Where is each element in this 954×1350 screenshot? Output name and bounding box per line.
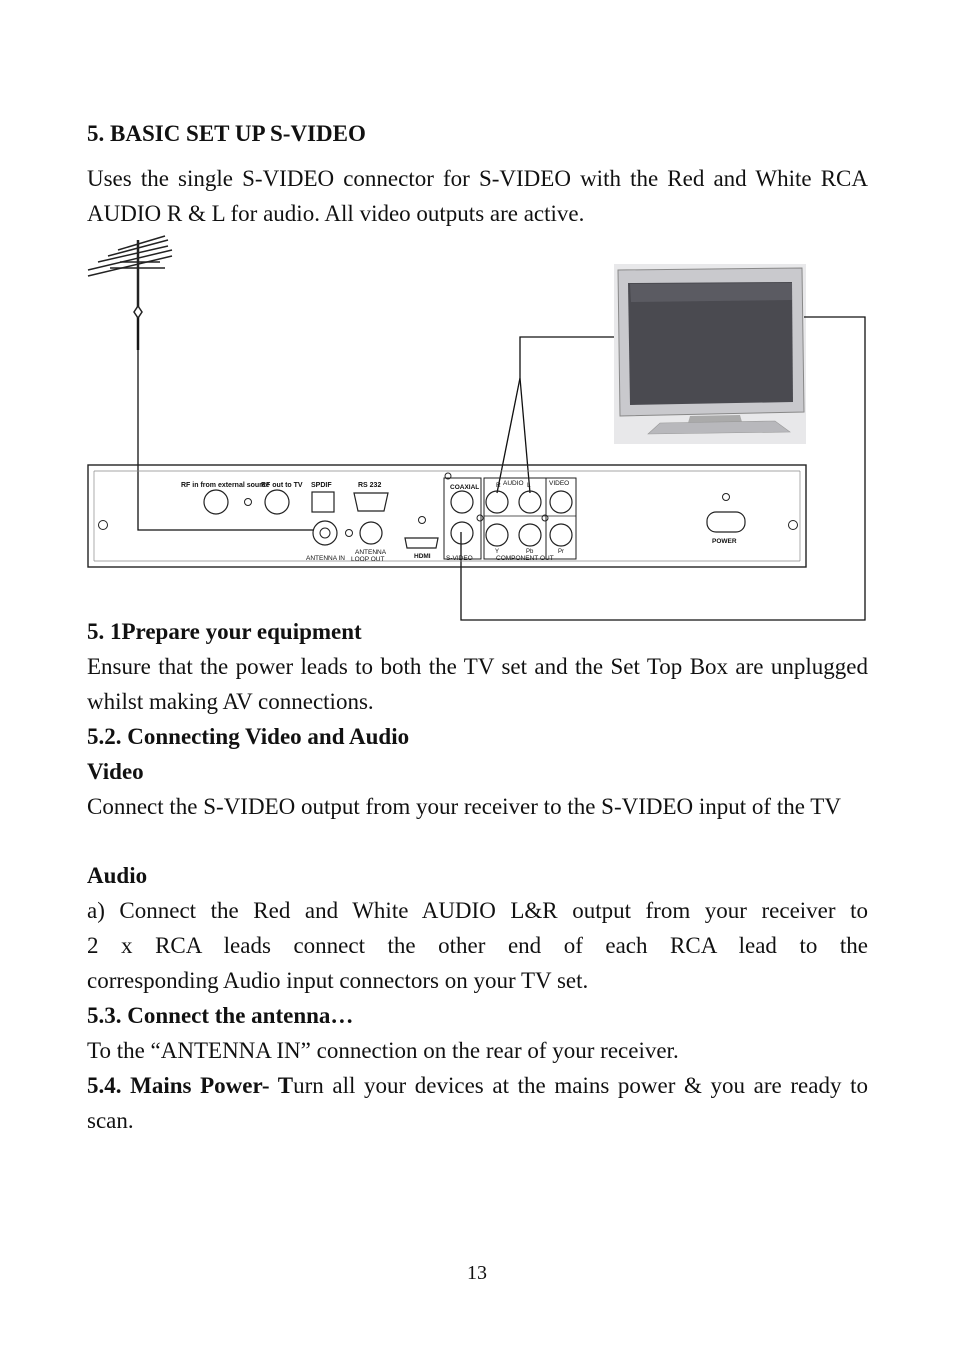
rs232-label: RS 232	[358, 482, 382, 489]
s52-audio-line2: 2 x RCA leads connect the other end of each RCA lead to the	[87, 933, 868, 958]
s52-heading: 5.2. Connecting Video and Audio	[87, 724, 410, 749]
intro-paragraph: Uses the single S-VIDEO connector for S-VIDEO with the Red and White RCA AUDIO R & L for audio. All video outputs are active.	[87, 166, 868, 226]
pr-label: Pr	[558, 549, 564, 555]
s54-text: urn all your devices at the mains power & you are ready to scan.	[87, 1073, 868, 1133]
coaxial-label: COAXIAL	[450, 484, 480, 491]
s51-heading: 5. 1Prepare your equipment	[87, 619, 362, 644]
s53-text: To the “ANTENNA IN” connection on the rear of your receiver.	[87, 1038, 679, 1063]
component-out-label: COMPONENT OUT	[496, 555, 554, 562]
audio-l-label: L	[527, 482, 531, 489]
s53-heading: 5.3. Connect the antenna…	[87, 1003, 354, 1028]
rf-out-label: RF out to TV	[261, 482, 303, 489]
page-number: 13	[467, 1262, 487, 1284]
antenna-loop-label-2: LOOP OUT	[351, 556, 385, 563]
s52-audio-line1: a) Connect the Red and White AUDIO L&R output from your receiver to	[87, 898, 868, 923]
svideo-label: S-VIDEO	[446, 555, 473, 562]
power-label: POWER	[712, 538, 737, 545]
spdif-label: SPDIF	[311, 482, 332, 489]
hdmi-label: HDMI	[414, 553, 431, 560]
pb-label: Pb	[526, 549, 534, 555]
antenna-icon	[88, 236, 172, 350]
tv-icon	[614, 264, 806, 444]
s54-paragraph	[87, 1068, 868, 1138]
s51-text: Ensure that the power leads to both the TV set and the Set Top Box are unplugged whilst making AV connections.	[87, 654, 868, 714]
audio-label: AUDIO	[503, 480, 524, 487]
audio-r-label: R	[496, 482, 501, 489]
s52-audio-line3: corresponding Audio input connectors on your TV set.	[87, 968, 589, 993]
s52-video-text: Connect the S-VIDEO output from your receiver to the S-VIDEO input of the TV	[87, 794, 841, 819]
rf-in-label: RF in from external source	[181, 482, 270, 489]
antenna-loop-label-1: ANTENNA	[355, 549, 387, 556]
video-label: VIDEO	[549, 480, 570, 487]
y-label: Y	[495, 549, 500, 555]
receiver-rear-panel	[88, 465, 806, 567]
s52-video-heading: Video	[87, 759, 144, 784]
s52-audio-heading: Audio	[87, 863, 148, 888]
s54-heading: 5.4. Mains Power- T	[87, 1073, 294, 1098]
section-title: 5. BASIC SET UP S-VIDEO	[87, 121, 366, 146]
antenna-in-label: ANTENNA IN	[306, 555, 346, 562]
